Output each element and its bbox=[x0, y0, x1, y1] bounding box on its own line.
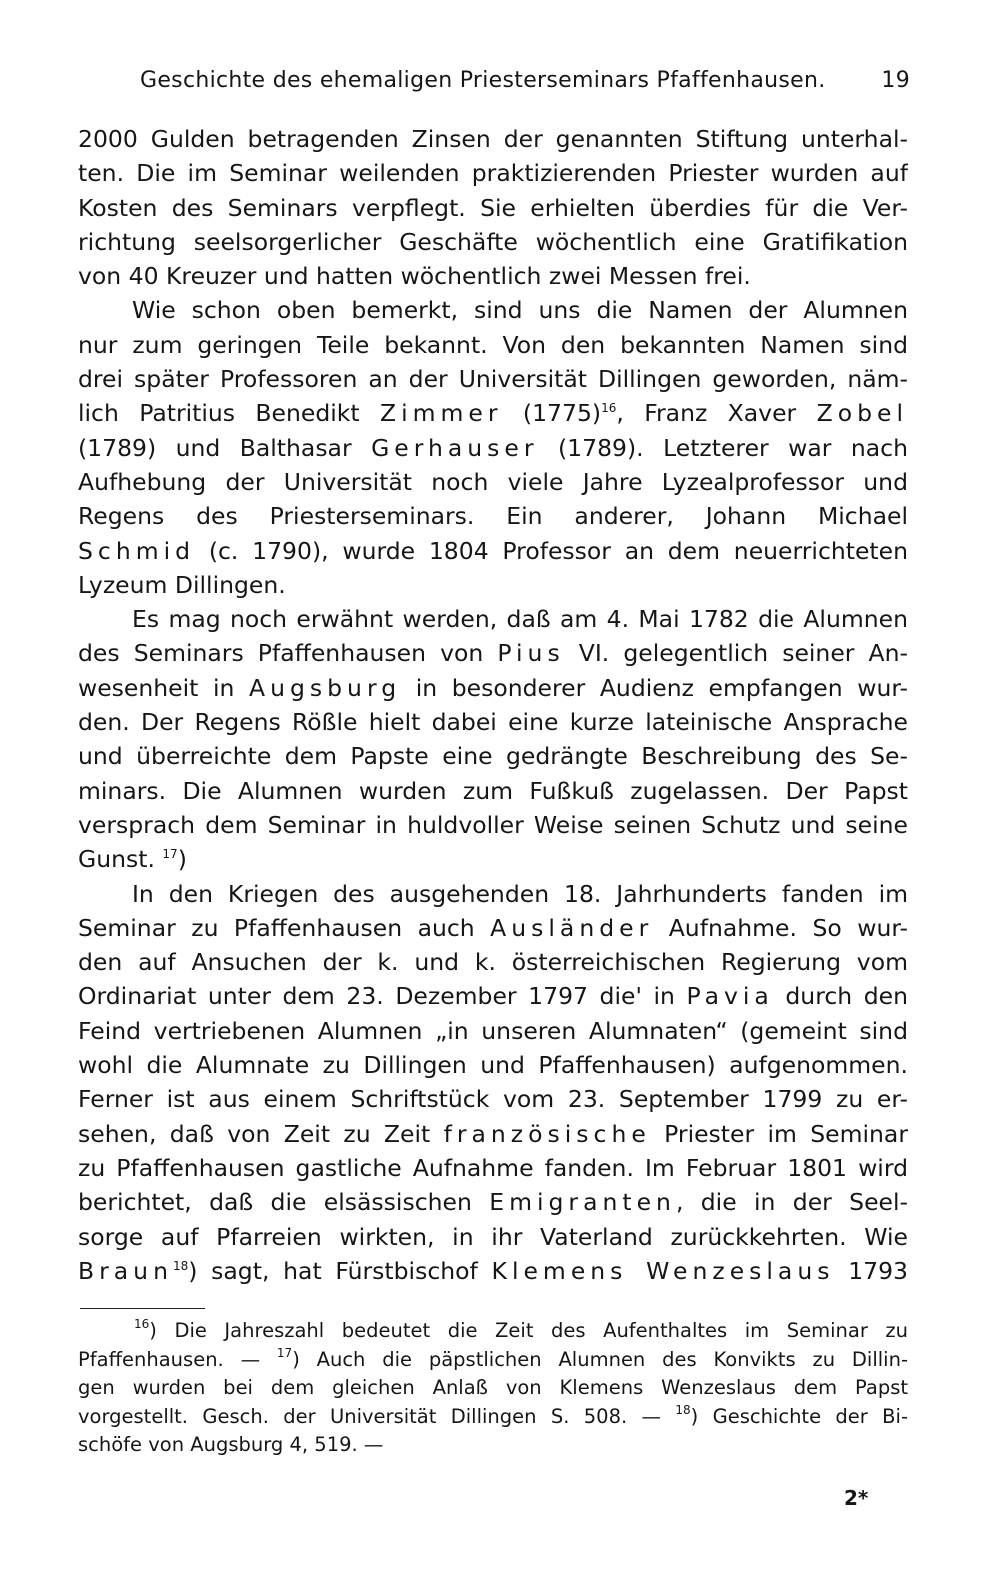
text-run: Seminar zu Pfaffenhausen auch bbox=[78, 913, 491, 942]
text-run: (c. 1790), wurde 1804 Professor an dem neuerrichteten bbox=[195, 536, 908, 565]
text-line: richtung seelsorgerlicher Geschäfte wöchentlich eine Gratifikation bbox=[78, 227, 908, 256]
running-head bbox=[140, 64, 910, 98]
text-line bbox=[78, 534, 908, 568]
footnote-marker: 18 bbox=[675, 1402, 691, 1417]
text-run: lich Patritius Benedikt bbox=[78, 399, 381, 428]
text-line: Feind vertriebenen Alumnen „in unseren Alumnaten“ (gemeint sind bbox=[78, 1016, 908, 1045]
spaced-name: Klemens Wenzeslaus bbox=[491, 1256, 835, 1285]
text-run: 1793 bbox=[834, 1256, 908, 1285]
text-line: Ferner ist aus einem Schriftstück vom 23. September 1799 zu er- bbox=[78, 1085, 908, 1114]
text-run: , die in der Seel- bbox=[675, 1188, 908, 1217]
text-line bbox=[78, 1117, 908, 1151]
text-line bbox=[78, 979, 908, 1013]
text-line: Kosten des Seminars verpflegt. Sie erhielten überdies für die Ver- bbox=[78, 193, 908, 222]
text-line bbox=[78, 671, 908, 705]
text-line bbox=[78, 636, 908, 670]
signature-mark: 2* bbox=[844, 1486, 869, 1510]
text-run: ) Auch die päpstlichen Alumnen des Konvikts zu Dillin- bbox=[292, 1347, 908, 1371]
text-line: drei später Professoren an der Universität Dillingen geworden, näm- bbox=[78, 365, 908, 394]
text-line: wohl die Alumnate zu Dillingen und Pfaffenhausen) aufgenommen. bbox=[78, 1051, 908, 1080]
paragraph-1 bbox=[78, 122, 908, 293]
spaced-name: Augsburg bbox=[249, 673, 402, 702]
text-line bbox=[78, 431, 908, 465]
text-run: durch den bbox=[773, 982, 908, 1011]
footnote-ref: 17 bbox=[162, 847, 178, 862]
footnotes bbox=[78, 1317, 908, 1460]
text-run: in besonderer Audienz empfangen wur- bbox=[401, 673, 908, 702]
paragraph-4 bbox=[78, 877, 908, 1289]
text-run: ) Geschichte der Bi- bbox=[690, 1404, 908, 1428]
text-run: Priester im Seminar bbox=[650, 1119, 908, 1148]
text-run: (1775) bbox=[502, 399, 602, 428]
paragraph-3 bbox=[78, 602, 908, 876]
text-line: und überreichte dem Papste eine gedrängte Beschreibung des Se- bbox=[78, 742, 908, 771]
text-run: sehen, daß von Zeit zu Zeit bbox=[78, 1119, 444, 1148]
spaced-name: Pius bbox=[497, 639, 565, 668]
text-run: Gunst. bbox=[78, 845, 163, 874]
paragraph-2 bbox=[78, 293, 908, 602]
footnote-line: schöfe von Augsburg 4, 519. — bbox=[78, 1433, 384, 1457]
footnote-rule bbox=[80, 1308, 205, 1309]
text-line: Regens des Priesterseminars. Ein anderer, Johann Michael bbox=[78, 502, 908, 531]
body-text bbox=[78, 122, 908, 1288]
spaced-name: Pavia bbox=[686, 982, 774, 1011]
text-line: versprach dem Seminar in huldvoller Weise seinen Schutz und seine bbox=[78, 810, 908, 839]
text-run: vorgestellt. Gesch. der Universität Dillingen S. 508. — bbox=[78, 1404, 676, 1428]
text-line: 2000 Gulden betragenden Zinsen der genannten Stiftung unterhal- bbox=[78, 125, 908, 153]
footnote-ref: 18 bbox=[172, 1258, 189, 1273]
text-line: zu Pfaffenhausen gastliche Aufnahme fanden. Im Februar 1801 wird bbox=[78, 1153, 908, 1182]
spaced-name: Zimmer bbox=[380, 399, 503, 428]
text-run: wesenheit in bbox=[78, 673, 249, 702]
footnote-line bbox=[78, 1317, 908, 1346]
text-run: berichtet, daß die elsässischen bbox=[78, 1188, 490, 1217]
text-line bbox=[78, 1254, 908, 1288]
spaced-name: Schmid bbox=[78, 536, 196, 565]
text-run: (1789) und Balthasar bbox=[78, 433, 372, 462]
page-number: 19 bbox=[881, 68, 910, 93]
text-run: VI. gelegentlich seiner An- bbox=[564, 639, 908, 668]
text-run: des Seminars Pfaffenhausen von bbox=[78, 639, 498, 668]
footnote-line: gen wurden bei dem gleichen Anlaß von Klemens Wenzeslaus dem Papst bbox=[78, 1376, 908, 1400]
footnote-marker: 16 bbox=[134, 1317, 150, 1331]
text-run: ) Die Jahreszahl bedeutet die Zeit des Aufenthaltes im Seminar zu bbox=[149, 1319, 908, 1342]
text-run: ) bbox=[177, 845, 187, 874]
text-line: In den Kriegen des ausgehenden 18. Jahrhunderts fanden im bbox=[132, 879, 908, 908]
spaced-name: Braun bbox=[78, 1256, 173, 1285]
footnote-ref: 16 bbox=[601, 401, 617, 416]
text-line bbox=[78, 842, 908, 876]
text-run: Ordinariat unter dem 23. Dezember 1797 die' in bbox=[78, 982, 687, 1011]
spaced-name: Gerhauser bbox=[371, 433, 539, 462]
text-line: den. Der Regens Rößle hielt dabei eine kurze lateinische Ansprache bbox=[78, 708, 908, 737]
footnote-line bbox=[78, 1403, 908, 1432]
text-run: Pfaffenhausen. — bbox=[78, 1347, 277, 1371]
text-line: von 40 Kreuzer und hatten wöchentlich zwei Messen frei. bbox=[78, 262, 751, 291]
text-line bbox=[78, 1185, 908, 1219]
text-run: , Franz Xaver bbox=[616, 399, 817, 428]
text-line bbox=[78, 396, 908, 430]
text-line: ten. Die im Seminar weilenden praktizierenden Priester wurden auf bbox=[78, 159, 908, 188]
text-line bbox=[78, 911, 908, 945]
footnote-line bbox=[78, 1346, 908, 1375]
text-line: minars. Die Alumnen wurden zum Fußkuß zugelassen. Der Papst bbox=[78, 776, 908, 805]
text-line: Es mag noch erwähnt werden, daß am 4. Mai 1782 die Alumnen bbox=[132, 605, 908, 634]
text-run: ) sagt, hat Fürstbischof bbox=[188, 1256, 492, 1285]
running-title: Geschichte des ehemaligen Priesterseminars Pfaffenhausen. bbox=[140, 68, 826, 93]
spaced-word: Emigranten bbox=[489, 1188, 676, 1217]
text-line: Wie schon oben bemerkt, sind uns die Namen der Alumnen bbox=[132, 296, 908, 325]
text-line: Lyzeum Dillingen. bbox=[78, 570, 286, 599]
text-run: (1789). Letzterer war nach bbox=[538, 433, 908, 462]
spaced-word: französische bbox=[443, 1119, 651, 1148]
footnote-marker: 17 bbox=[276, 1345, 293, 1360]
spaced-name: Ausländer bbox=[490, 913, 654, 942]
text-line: Aufhebung der Universität noch viele Jahre Lyzealprofessor und bbox=[78, 467, 908, 496]
text-run: Aufnahme. So wur- bbox=[653, 913, 908, 942]
spaced-name: Zobel bbox=[816, 399, 908, 428]
text-line: nur zum geringen Teile bekannt. Von den bekannten Namen sind bbox=[78, 330, 908, 359]
text-line: den auf Ansuchen der k. und k. österreichischen Regierung vom bbox=[78, 948, 908, 977]
text-line: sorge auf Pfarreien wirkten, in ihr Vaterland zurückkehrten. Wie bbox=[78, 1222, 908, 1251]
